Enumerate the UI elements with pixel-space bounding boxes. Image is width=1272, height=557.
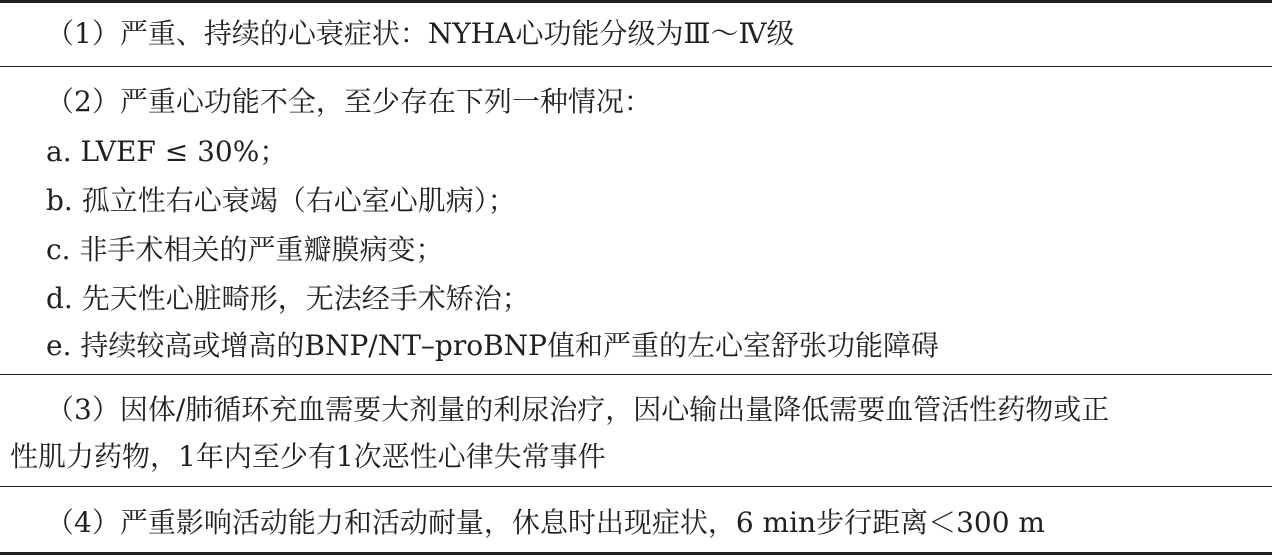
row-2-item-a: a. LVEF ≤ 30%；: [46, 135, 288, 168]
table-bottom-rule: [0, 552, 1272, 555]
row-3-line-1: （3）因体/肺循环充血需要大剂量的利尿治疗，因心输出量降低需要血管活性药物或正: [46, 393, 1110, 426]
row-1-line-1: （1）严重、持续的心衰症状：NYHA心功能分级为Ⅲ～Ⅳ级: [46, 17, 795, 50]
row-divider-3: [0, 486, 1272, 487]
row-divider-2: [0, 374, 1272, 375]
row-4-line-1: （4）严重影响活动能力和活动耐量，休息时出现症状，6 min步行距离＜300 m: [46, 506, 1045, 539]
row-2-item-c: c. 非手术相关的严重瓣膜病变；: [46, 233, 444, 266]
row-2-line-1: （2）严重心功能不全，至少存在下列一种情况：: [46, 85, 652, 118]
row-2-item-e: e. 持续较高或增高的BNP/NT–proBNP值和严重的左心室舒张功能障碍: [46, 329, 939, 362]
row-3-line-2: 性肌力药物，1年内至少有1次恶性心律失常事件: [10, 440, 606, 473]
row-2-item-d: d. 先天性心脏畸形，无法经手术矫治；: [46, 282, 530, 315]
table-top-rule: [0, 0, 1272, 3]
row-2-item-b: b. 孤立性右心衰竭（右心室心肌病）；: [46, 184, 516, 217]
row-divider-1: [0, 66, 1272, 67]
